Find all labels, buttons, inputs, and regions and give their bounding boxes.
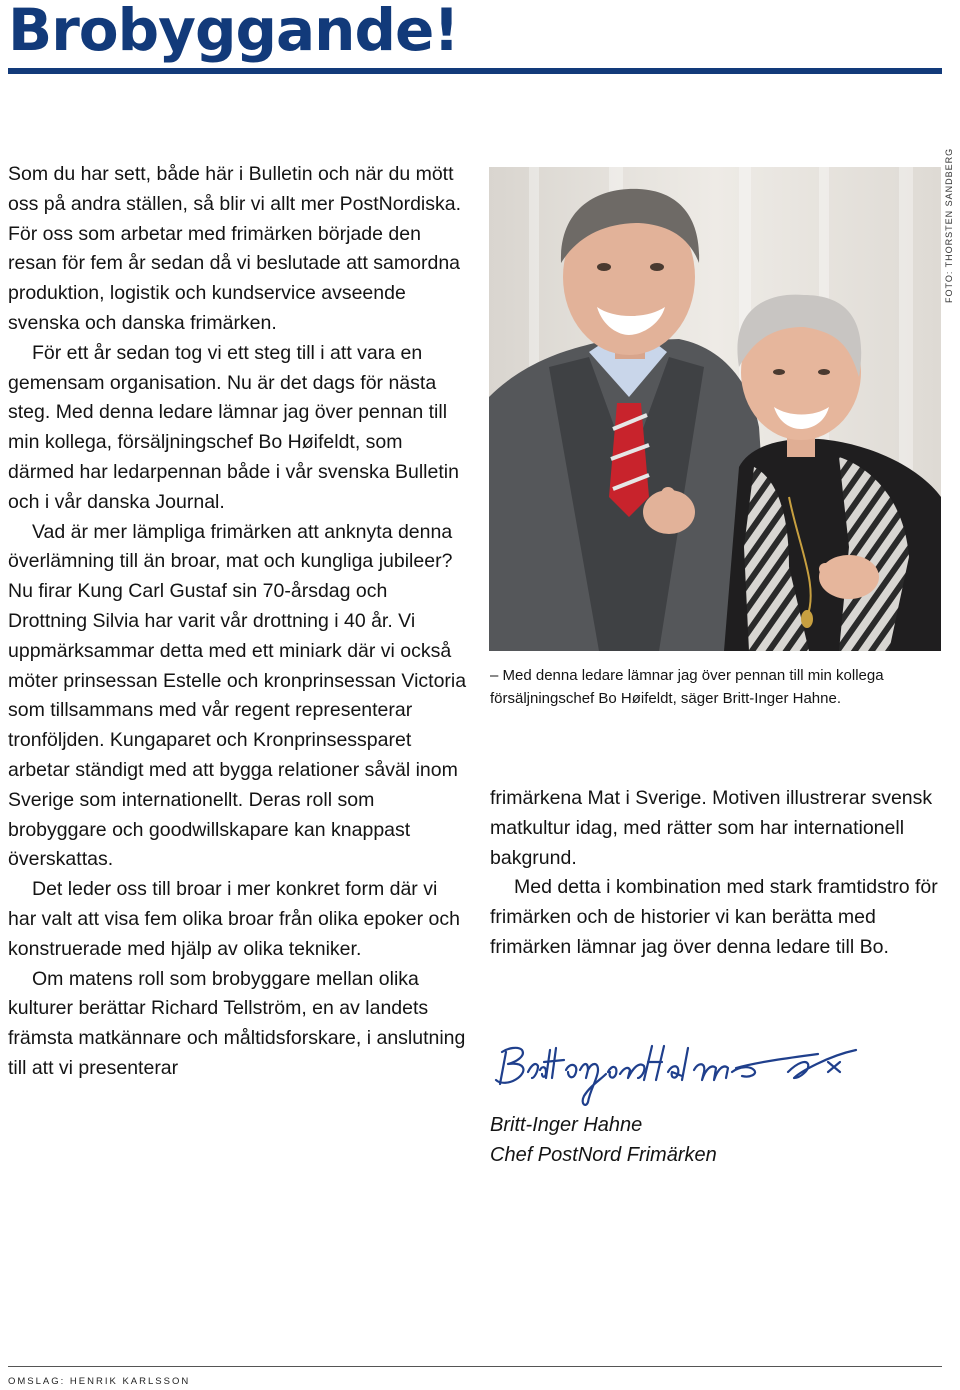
photo-credit: FOTO: THORSTEN SANDBERG xyxy=(944,147,954,303)
signatory-name: Britt-Inger Hahne xyxy=(490,1114,643,1136)
body-paragraph: Vad är mer lämpliga frimärken att anknyta denna överlämning till än broar, mat och kungliga jubileer? Nu firar Kung Carl Gustaf sin 70-årsdag och Drottning Silvia har varit vår drottning i 40 år. Vi uppmärksammar detta med ett miniark där vi också möter prinsessan Estelle och kronprinsessan Victoria som tillsammans med vår regent representerar tronföljden. Kungaparet och Kronprinsessparet arbetar ständigt med att bygga relationer såväl inom Sverige som internationellt. Deras roll som brobyggare och goodwillskapare kan knappast överskattas. xyxy=(8,520,467,871)
headline-rule xyxy=(8,68,942,74)
page-headline: Brobyggande! xyxy=(8,0,459,64)
footer-rule xyxy=(8,1366,942,1367)
handwritten-signature xyxy=(488,1032,868,1112)
body-paragraph: Om matens roll som brobyggare mellan olika kulturer berättar Richard Tellström, en av landets främsta matkännare och måltidsforskare, i anslutning till att vi presenterar xyxy=(8,967,466,1079)
photo-caption: – Med denna ledare lämnar jag över pennan till min kollega försäljningschef Bo Høifeldt, säger Britt-Inger Hahne. xyxy=(490,667,884,707)
body-paragraph: Det leder oss till broar i mer konkret form där vi har valt att visa fem olika broar från olika epoker och konstruerade med hjälp av olika tekniker. xyxy=(8,878,460,960)
body-column-left xyxy=(8,160,470,1084)
body-paragraph: För ett år sedan tog vi ett steg till i att vara en gemensam organisation. Nu är det dags för nästa steg. Med denna ledare lämnar jag över pennan till min kollega, försäljningschef Bo Høifeldt, som därmed har ledarpennan både i vår svenska Bulletin och i vår danska Journal. xyxy=(8,341,459,513)
body-paragraph: frimärkena Mat i Sverige. Motiven illustrerar svensk matkultur idag, med rätter som har internationell bakgrund. xyxy=(490,787,933,869)
signatory-title: Chef PostNord Frimärken xyxy=(490,1144,717,1166)
body-column-right xyxy=(490,784,945,963)
portrait-photo xyxy=(489,167,941,651)
body-paragraph: Som du har sett, både här i Bulletin och när du mött oss på andra ställen, så blir vi allt mer PostNordiska. För oss som arbetar med frimärken började den resan för fem år sedan då vi beslutade att samordna produktion, logistik och kundservice avseende svenska och danska frimärken. xyxy=(8,163,462,334)
body-paragraph: Med detta i kombination med stark framtidstro för frimärken och de historier vi kan berätta med frimärken lämnar jag över denna ledare till Bo. xyxy=(490,876,938,958)
cover-credit: OMSLAG: HENRIK KARLSSON xyxy=(8,1376,191,1387)
